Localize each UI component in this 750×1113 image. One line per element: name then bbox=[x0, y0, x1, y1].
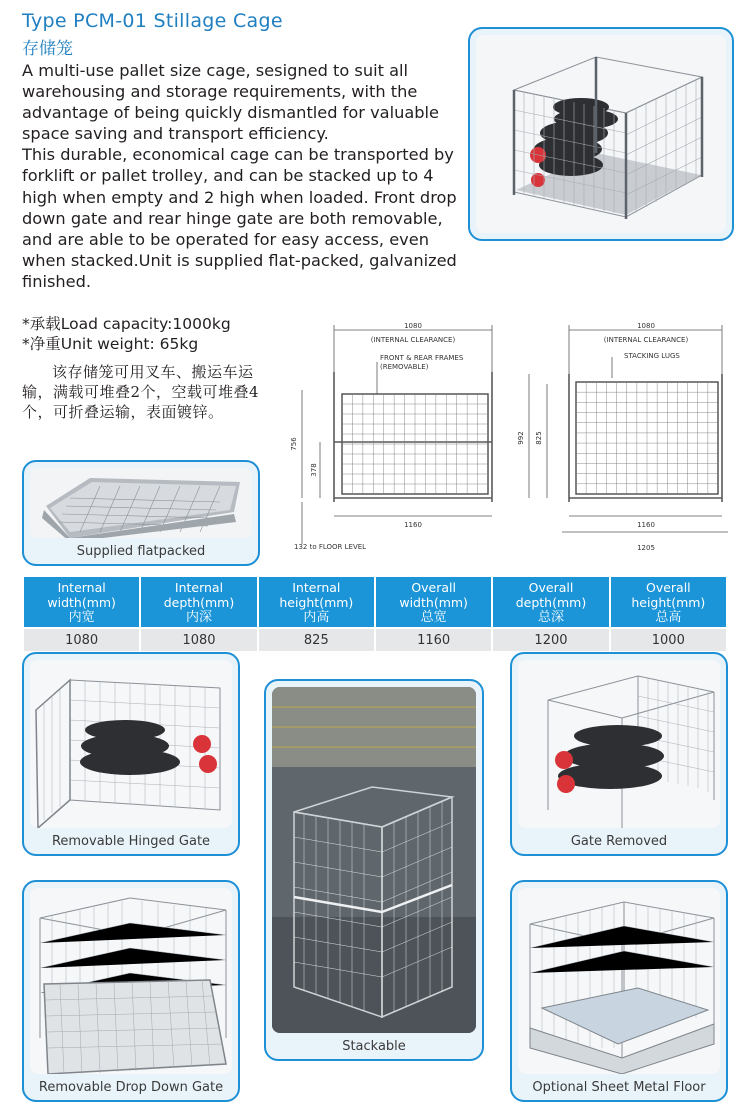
dim-1160-left: 1160 bbox=[404, 521, 422, 529]
spec-list bbox=[22, 314, 231, 354]
dimensions-table bbox=[22, 577, 728, 651]
gate-removed-photo bbox=[510, 652, 728, 856]
sheet-floor-caption: Optional Sheet Metal Floor bbox=[532, 1080, 706, 1095]
floor-level-label: 132 to FLOOR LEVEL bbox=[294, 543, 367, 551]
dim-992: 992 bbox=[517, 431, 525, 445]
flatpacked-photo bbox=[22, 460, 260, 566]
table-header: Overall height(mm) 总高 bbox=[611, 577, 726, 627]
description-paragraph-2: This durable, economical cage can be transported by forklift or pallet trolley, and can be stacked up to 4 high when empty and 2 high when loaded. Front drop down gate and rear hinge gate are both removable, and are able to be operated for easy access, even when stacked.Unit is supplied flat-packed, galvanized finished. bbox=[22, 145, 457, 291]
table-header-row bbox=[24, 577, 726, 627]
table-header: Internal height(mm) 内高 bbox=[259, 577, 374, 627]
dim-825: 825 bbox=[535, 431, 543, 445]
table-header: Internal width(mm) 内宽 bbox=[24, 577, 139, 627]
table-cell: 825 bbox=[259, 627, 374, 651]
table-cell: 1000 bbox=[611, 627, 726, 651]
product-description bbox=[22, 60, 467, 292]
stackable-caption: Stackable bbox=[342, 1039, 406, 1054]
dim-width-left: 1080 bbox=[404, 322, 422, 330]
dim-756: 756 bbox=[290, 437, 298, 451]
page-title: Type PCM-01 Stillage Cage bbox=[22, 10, 283, 32]
sheet-floor-photo bbox=[510, 880, 728, 1102]
technical-drawing bbox=[282, 312, 742, 564]
clearance-left: (INTERNAL CLEARANCE) bbox=[370, 336, 456, 344]
unit-weight: *净重Unit weight: 65kg bbox=[22, 335, 199, 353]
load-capacity: *承载Load capacity:1000kg bbox=[22, 315, 231, 333]
table-row bbox=[24, 627, 726, 651]
clearance-right: (INTERNAL CLEARANCE) bbox=[603, 336, 689, 344]
table-cell: 1080 bbox=[141, 627, 256, 651]
hero-photo bbox=[468, 27, 734, 241]
sheet-floor-image bbox=[518, 888, 720, 1074]
table-cell: 1200 bbox=[493, 627, 608, 651]
drop-down-gate-caption: Removable Drop Down Gate bbox=[38, 1080, 224, 1095]
drop-down-gate-image bbox=[30, 888, 232, 1074]
hinged-gate-caption: Removable Hinged Gate bbox=[51, 834, 211, 849]
flatpacked-caption: Supplied flatpacked bbox=[76, 544, 206, 559]
gate-removed-caption: Gate Removed bbox=[570, 834, 668, 849]
flatpacked-image bbox=[30, 468, 252, 538]
description-paragraph-1: A multi-use pallet size cage, sesigned to suit all warehousing and storage requirements, with the advantage of being quickly dismantled for valuable space saving and transport efficiency. bbox=[22, 61, 439, 144]
table-cell: 1080 bbox=[24, 627, 139, 651]
dim-width-right: 1080 bbox=[637, 322, 655, 330]
table-cell: 1160 bbox=[376, 627, 491, 651]
stackable-image bbox=[272, 687, 476, 1033]
drop-down-gate-photo bbox=[22, 880, 240, 1102]
dim-1205: 1205 bbox=[637, 544, 655, 552]
chinese-description: 该存储笼可用叉车、搬运车运输，满载可堆叠2个，空载可堆叠4个，可折叠运输，表面镀锌。 bbox=[22, 363, 260, 421]
cage-with-tyres-image bbox=[476, 35, 726, 233]
gate-removed-image bbox=[518, 660, 720, 828]
table-header: Overall width(mm) 总宽 bbox=[376, 577, 491, 627]
stacking-lugs-label: STACKING LUGS bbox=[624, 352, 680, 360]
page-title-chinese: 存储笼 bbox=[22, 39, 73, 59]
hinged-gate-photo bbox=[22, 652, 240, 856]
table-header: Internal depth(mm) 内深 bbox=[141, 577, 256, 627]
dim-1160-right: 1160 bbox=[637, 521, 655, 529]
stackable-photo bbox=[264, 679, 484, 1061]
frames-label-1: FRONT & REAR FRAMES bbox=[380, 354, 464, 362]
hinged-gate-image bbox=[30, 660, 232, 828]
table-header: Overall depth(mm) 总深 bbox=[493, 577, 608, 627]
dim-378: 378 bbox=[310, 463, 318, 477]
frames-label-2: (REMOVABLE) bbox=[380, 363, 429, 371]
